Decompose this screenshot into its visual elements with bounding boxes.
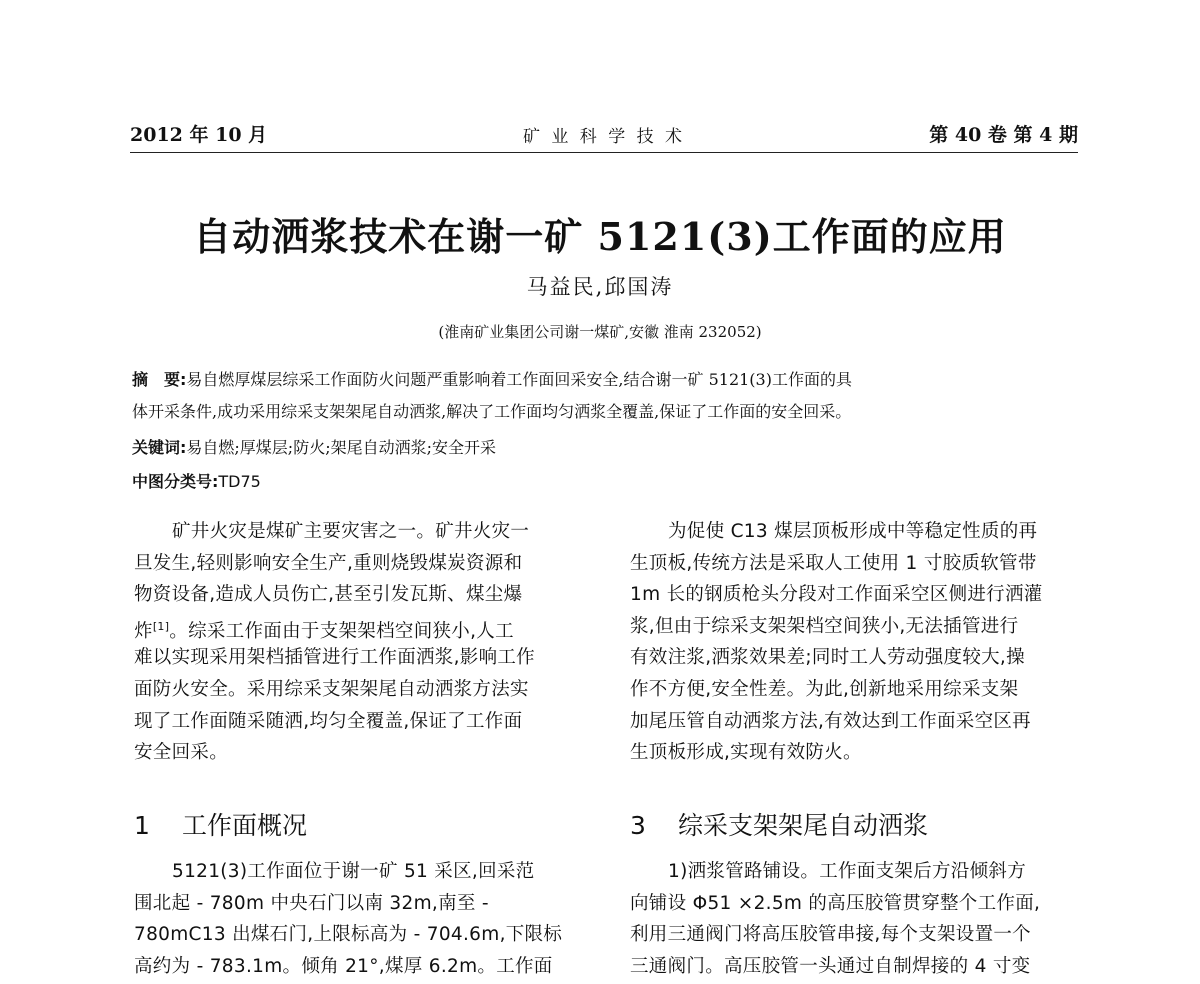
running-header <box>130 120 1078 150</box>
paragraph-line: 三通阀门。高压胶管一头通过自制焊接的 4 寸变 <box>630 955 1031 977</box>
classification <box>132 466 1078 498</box>
keywords <box>132 432 1078 464</box>
paragraph-line: 生顶板,传统方法是采取人工使用 1 寸胶质软管带 <box>630 552 1037 574</box>
right-column <box>630 516 1074 769</box>
paper-title: 自动洒浆技术在谢一矿 5121(3)工作面的应用 <box>193 214 1007 259</box>
header-rule <box>130 152 1078 153</box>
paragraph-line: 有效注浆,洒浆效果差;同时工人劳动强度较大,操 <box>630 647 1025 669</box>
paragraph-line: 物资设备,造成人员伤亡,甚至引发瓦斯、煤尘爆 <box>134 584 523 606</box>
affiliation: (淮南矿业集团公司谢一煤矿,安徽 淮南 232052) <box>438 323 762 341</box>
abstract-text: 易自燃厚煤层综采工作面防火问题严重影响着工作面回采安全,结合谢一矿 5121(3)工作面的具 <box>186 370 852 389</box>
keywords-label: 关键词: <box>132 438 187 457</box>
left-column <box>134 516 578 769</box>
section-number: 3 <box>630 811 646 840</box>
paragraph-line: 780mC13 出煤石门,上限标高为 - 704.6m,下限标 <box>134 924 563 946</box>
paragraph-line: 加尾压管自动洒浆方法,有效达到工作面采空区再 <box>630 710 1031 732</box>
paragraph-line: 1m 长的钢质枪头分段对工作面采空区侧进行洒灌 <box>630 584 1043 606</box>
section-title: 工作面概况 <box>182 811 308 840</box>
authors: 马益民,邱国涛 <box>526 275 674 299</box>
classification-text: TD75 <box>218 472 261 491</box>
paragraph-line: 安全回采。 <box>134 742 229 764</box>
abstract-label: 摘 要: <box>132 370 187 389</box>
citation-ref: [1] <box>152 619 170 633</box>
paragraph-line: 浆,但由于综采支架架档空间狭小,无法插管进行 <box>630 615 1019 637</box>
header-issue: 第 40 卷 第 4 期 <box>929 124 1078 146</box>
paragraph-line: 高约为 - 783.1m。倾角 21°,煤厚 6.2m。工作面 <box>134 955 553 977</box>
section-title: 综采支架架尾自动洒浆 <box>678 811 929 840</box>
paragraph-text: 炸 <box>134 620 153 642</box>
header-date: 2012 年 10 月 <box>130 124 268 146</box>
paragraph-line: 围北起 - 780m 中央石门以南 32m,南至 - <box>134 892 489 914</box>
paragraph-line: 矿井火灾是煤矿主要灾害之一。矿井火灾一 <box>172 521 530 542</box>
paragraph-text: 。综采工作面由于支架架档空间狭小,人工 <box>169 620 514 642</box>
paragraph-line: 面防火安全。采用综采支架架尾自动洒浆方法实 <box>134 678 529 700</box>
section-number: 1 <box>134 811 150 840</box>
keywords-text: 易自燃;厚煤层;防火;架尾自动洒浆;安全开采 <box>186 438 496 457</box>
abstract <box>132 364 1078 428</box>
left-section-body <box>134 856 578 982</box>
paragraph-line: 作不方便,安全性差。为此,创新地采用综采支架 <box>630 678 1019 700</box>
section-heading-3 <box>630 806 928 842</box>
right-section-body <box>630 856 1074 982</box>
paragraph-line: 生顶板形成,实现有效防火。 <box>630 742 862 764</box>
section-heading-1 <box>134 806 307 842</box>
classification-label: 中图分类号: <box>132 472 219 491</box>
header-journal: 矿 业 科 学 技 术 <box>522 127 686 147</box>
paragraph-line: 向铺设 Φ51 ×2.5m 的高压胶管贯穿整个工作面, <box>630 892 1041 914</box>
paragraph-line: 1)洒浆管路铺设。工作面支架后方沿倾斜方 <box>668 861 1026 882</box>
paragraph-line: 利用三通阀门将高压胶管串接,每个支架设置一个 <box>630 924 1031 946</box>
paragraph-line: 为促使 C13 煤层顶板形成中等稳定性质的再 <box>668 521 1038 542</box>
paragraph-line: 旦发生,轻则影响安全生产,重则烧毁煤炭资源和 <box>134 552 523 574</box>
paragraph-line <box>134 611 578 643</box>
abstract-line: 体开采条件,成功采用综采支架架尾自动洒浆,解决了工作面均匀洒浆全覆盖,保证了工作面的安全回采。 <box>132 402 852 421</box>
abstract-line <box>132 364 1078 396</box>
paragraph-line: 5121(3)工作面位于谢一矿 51 采区,回采范 <box>172 861 535 882</box>
paragraph-line: 难以实现采用架档插管进行工作面洒浆,影响工作 <box>134 647 535 669</box>
paragraph-line: 现了工作面随采随洒,均匀全覆盖,保证了工作面 <box>134 710 523 732</box>
